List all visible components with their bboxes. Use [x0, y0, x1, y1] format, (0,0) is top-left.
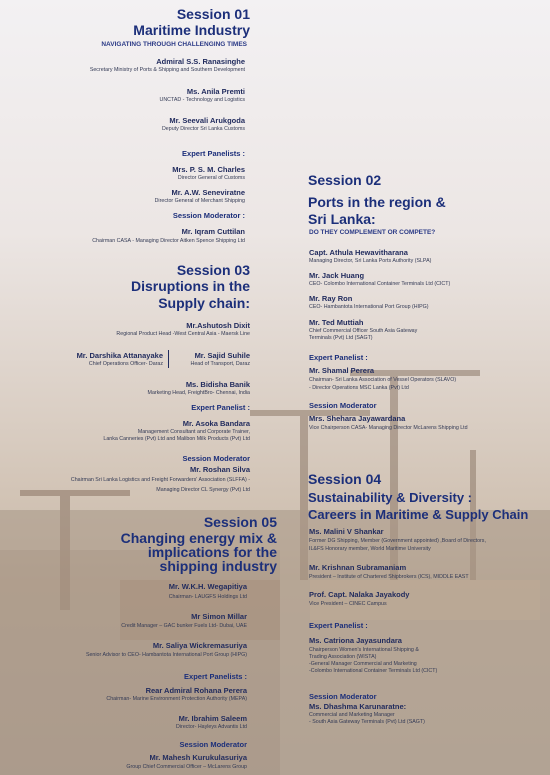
speaker-name: Capt. Athula Hewavitharana — [309, 248, 408, 257]
speaker-role: Regional Product Head -West Central Asia - Maersk Line — [116, 331, 250, 337]
panelist-role: -Colombo International Container Terminals Ltd (CICT) — [309, 668, 438, 674]
session-05-number: Session 05 — [203, 514, 277, 530]
panelist-name: Ms. Catriona Jayasundara — [309, 636, 402, 645]
panel-heading: Expert Panelist : — [309, 621, 368, 630]
panelist-role: Director General of Customs — [177, 175, 245, 181]
speaker-name: Mr. W.K.H. Wegapitiya — [168, 582, 247, 591]
moderator-name: Ms. Dhashma Karunaratne: — [309, 702, 407, 711]
panelist-role: Trading Association (WISTA) — [309, 654, 377, 660]
panel-heading: Expert Panelists : — [182, 149, 245, 158]
panelist-role: Management Consultant and Corporate Trainer, — [137, 429, 250, 435]
panelist-name: Mr. A.W. Seneviratne — [171, 188, 245, 197]
speaker-role: Terminals (Pvt) Ltd (SAGT) — [309, 335, 373, 341]
panelist-role: -General Manager Commercial and Marketing — [309, 661, 417, 667]
speaker-role: Managing Director, Sri Lanka Ports Authority (SLPA) — [309, 258, 432, 264]
moderator-role: Commercial and Marketing Manager — [309, 712, 395, 718]
speaker-name: Mr. Jack Huang — [309, 271, 365, 280]
moderator-name: Mr. Roshan Silva — [189, 465, 250, 474]
speaker-name: Mr.Ashutosh Dixit — [186, 321, 250, 330]
session-04-title-line1: Sustainability & Diversity : — [308, 490, 472, 505]
panelist-name: Mr. Asoka Bandara — [182, 419, 250, 428]
panelist-role: Chairman- Marine Environment Protection Authority (MEPA) — [106, 696, 247, 702]
panelist-role: Chairperson Women's International Shipping & — [309, 647, 419, 653]
moderator-role: Group Chief Commercial Officer – McLarens Group — [126, 764, 247, 770]
panel-heading: Expert Panelist : — [309, 353, 368, 362]
speaker-role: Chief Commercial Officer South Asia Gateway — [309, 328, 418, 334]
speaker-name: Mr. Saliya Wickremasuriya — [152, 641, 247, 650]
moderator-heading: Session Moderator — [309, 401, 377, 410]
speaker-name: Mr. Krishnan Subramaniam — [309, 563, 407, 572]
speaker-name: Ms. Malini V Shankar — [309, 527, 384, 536]
speaker-name: Prof. Capt. Nalaka Jayakody — [309, 590, 410, 599]
moderator-role: Chairman Sri Lanka Logistics and Freight Forwarders' Association (SLFFA) - — [70, 477, 250, 483]
panelist-name: Rear Admiral Rohana Perera — [145, 686, 247, 695]
session-04-number: Session 04 — [308, 471, 382, 487]
speaker-name: Mr. Seevali Arukgoda — [169, 116, 245, 125]
speaker-role: Credit Manager – GAC bunker Fuels Ltd- Dubai, UAE — [121, 623, 247, 629]
moderator-heading: Session Moderator — [179, 740, 247, 749]
speaker-name: Admiral S.S. Ranasinghe — [156, 57, 245, 66]
speaker-role: Former DG Shipping, Member (Government appointed) ,Board of Directors, — [309, 538, 486, 544]
moderator-role: Chairman CASA - Managing Director Aitken Spence Shipping Ltd — [92, 238, 245, 244]
speaker-role: Head of Transport, Daraz — [190, 361, 250, 367]
panelist-name: Mr. Ibrahim Saleem — [178, 714, 247, 723]
speaker-name: Mr Simon Millar — [191, 612, 247, 621]
speaker-role: Senior Advisor to CEO- Hambantota International Port Group (HIPG) — [85, 652, 247, 658]
session-02-subtitle: DO THEY COMPLEMENT OR COMPETE? — [309, 229, 436, 236]
session-05-title-line1: Changing energy mix & — [120, 530, 277, 546]
moderator-heading: Session Moderator — [182, 454, 250, 463]
speaker-role: UNCTAD - Technology and Logistics — [159, 97, 245, 103]
panelist-role: Director General of Merchant Shipping — [154, 198, 245, 204]
panelist-role: - Director Operations MSC Lanka (Pvt) Ltd — [309, 385, 409, 391]
panelist-role: Chairman- Sri Lanka Association of Vessel Operators (SLAVO) — [309, 377, 457, 383]
speaker-name: Mr. Ted Muttiah — [309, 318, 364, 327]
session-02-number: Session 02 — [308, 172, 382, 188]
session-05-title-line3: shipping industry — [159, 558, 277, 574]
speaker-role: President – Institute of Chartered Shipbrokers (ICS), MIDDLE EAST — [309, 574, 469, 580]
speaker-role: Vice President – CINEC Campus — [309, 601, 387, 607]
speaker-name: Mr. Darshika Attanayake — [76, 351, 163, 360]
moderator-role: Vice Chairperson CASA- Managing Director McLarens Shipping Ltd — [309, 425, 468, 431]
speaker-role: Marketing Head, FreightBro- Chennai, India — [147, 390, 250, 396]
moderator-role: Managing Director CL Synergy (Pvt) Ltd — [156, 487, 250, 493]
moderator-name: Mr. Iqram Cuttilan — [181, 227, 245, 236]
speaker-divider — [168, 350, 169, 368]
session-02-title-line2: Sri Lanka: — [308, 211, 376, 227]
moderator-heading: Session Moderator : — [172, 211, 245, 220]
moderator-role: - South Asia Gateway Terminals (Pvt) Ltd (SAGT) — [309, 719, 425, 725]
panelist-role: Lanka Canneries (Pvt) Ltd and Malibon Milk Products (Pvt) Ltd — [103, 436, 250, 442]
speaker-role: Deputy Director Sri Lanka Customs — [161, 126, 245, 132]
panel-heading: Expert Panelist : — [191, 403, 250, 412]
session-03-title-line2: Supply chain: — [158, 295, 250, 311]
panel-heading: Expert Panelists : — [184, 672, 247, 681]
session-02-title-line1: Ports in the region & — [308, 194, 446, 210]
speaker-name: Ms. Anila Premti — [186, 87, 245, 96]
speaker-name: Mr. Sajid Suhile — [194, 351, 250, 360]
speaker-role: IL&FS Honorary member, World Maritime University — [309, 546, 431, 552]
session-01-subtitle: NAVIGATING THROUGH CHALLENGING TIMES — [101, 41, 247, 48]
speaker-role: CEO- Colombo International Container Terminals Ltd (CICT) — [309, 281, 451, 287]
session-03-title-line1: Disruptions in the — [131, 278, 250, 294]
panelist-role: Director- Hayleys Advantis Ltd — [176, 724, 247, 730]
speaker-name: Mr. Ray Ron — [309, 294, 353, 303]
speaker-role: Chairman- LAUGFS Holdings Ltd — [168, 594, 247, 600]
panelist-name: Mrs. P. S. M. Charles — [172, 165, 245, 174]
speaker-role: CEO- Hambantota International Port Group (HIPG) — [309, 304, 429, 310]
speaker-role: Chief Operations Officer- Daraz — [88, 361, 163, 367]
speaker-role: Secretary Ministry of Ports & Shipping and Southern Development — [89, 67, 245, 73]
panelist-name: Mr. Shamal Perera — [309, 366, 375, 375]
session-03-number: Session 03 — [176, 262, 250, 278]
moderator-name: Mr. Mahesh Kurukulasuriya — [149, 753, 247, 762]
session-01-title: Maritime Industry — [133, 22, 250, 38]
session-04-title-line2: Careers in Maritime & Supply Chain — [308, 507, 529, 522]
session-05-title-line2: implications for the — [147, 544, 277, 560]
speaker-name: Ms. Bidisha Banik — [185, 380, 250, 389]
moderator-name: Mrs. Shehara Jayawardana — [309, 414, 406, 423]
session-01-number: Session 01 — [176, 6, 250, 22]
moderator-heading: Session Moderator — [309, 692, 377, 701]
